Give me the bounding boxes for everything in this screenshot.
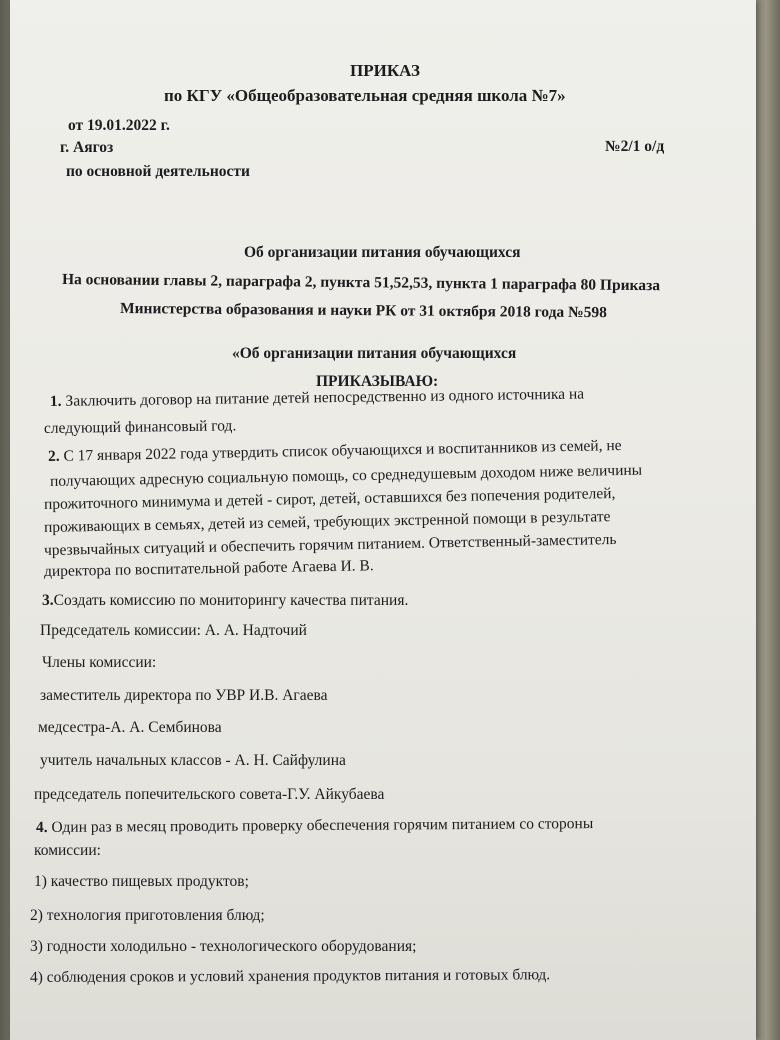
order-word: ПРИКАЗЫВАЮ: <box>316 373 439 390</box>
commission-member-4: председатель попечительского совета-Г.У. Айкубаева <box>34 786 385 803</box>
item-2-line-2: получающих адресную социальную помощь, со среднедушевым доходом ниже величины <box>49 461 643 490</box>
commission-chair: Председатель комиссии: А. А. Надточий <box>40 622 307 639</box>
document-page <box>10 0 756 1040</box>
order-category: по основной деятельности <box>66 163 250 180</box>
commission-member-1: заместитель директора по УВР И.В. Агаева <box>40 687 328 704</box>
basis-line-1: На основании главы 2, параграфа 2, пункта 51,52,53, пункта 1 параграфа 80 Приказа <box>61 271 661 295</box>
item-3-number: 3. <box>42 592 54 609</box>
item-2-line-1 <box>48 437 622 466</box>
item-2-line-4: проживающих в семьях, детей из семей, требующих экстренной помощи в результате <box>43 508 611 536</box>
item-3-line-1 <box>42 592 408 610</box>
basis-line-2: Министерства образования и науки РК от 31 октября 2018 года №598 <box>119 300 607 322</box>
item-4-line-2: комиссии: <box>34 842 101 859</box>
item-2-line-5: чрезвычайных ситуаций и обеспечить горячим питанием. Ответственный-заместитель <box>43 531 617 559</box>
item-3-text: Создать комиссию по мониторингу качества питания. <box>53 592 409 609</box>
commission-member-2: медсестра-А. А. Сембинова <box>38 719 222 736</box>
doc-title: ПРИКАЗ <box>350 61 420 80</box>
item-4-sub-4: 4) соблюдения сроков и условий хранения продуктов питания и готовых блюд. <box>29 966 551 986</box>
item-1-text: Заключить договор на питание детей непосредственно из одного источника на <box>61 385 585 410</box>
commission-member-3: учитель начальных классов - А. Н. Сайфулина <box>40 752 346 769</box>
item-1-number: 1. <box>49 392 62 410</box>
item-2-text: С 17 января 2022 года утвердить список обучающихся и воспитанников из семей, не <box>59 436 622 465</box>
order-number: №2/1 о/д <box>605 138 665 155</box>
item-4-sub-3: 3) годности холодильно - технологического оборудования; <box>30 938 417 955</box>
item-4-line-1 <box>36 815 593 837</box>
basis-line-3: «Об организации питания обучающихся <box>232 345 517 362</box>
item-1-line-1 <box>50 386 584 411</box>
city: г. Аягоз <box>60 139 114 156</box>
item-4-number: 4. <box>35 818 48 836</box>
org-name: по КГУ «Общеобразовательная средняя школа №7» <box>164 86 566 105</box>
item-4-sub-1: 1) качество пищевых продуктов; <box>34 873 249 890</box>
item-2-line-6: директора по воспитательной работе Агаева И. В. <box>43 557 374 580</box>
item-2-line-3: прожиточного минимума и детей - сирот, детей, оставшихся без попечения родителей, <box>43 485 616 513</box>
order-date: от 19.01.2022 г. <box>68 117 170 134</box>
item-2-number: 2. <box>47 447 60 465</box>
item-1-line-2: следующий финансовый год. <box>43 417 237 437</box>
subject-heading: Об организации питания обучающихся <box>244 244 521 261</box>
item-4-sub-2: 2) технология приготовления блюд; <box>30 907 265 924</box>
item-4-text: Один раз в месяц проводить проверку обеспечения горячим питанием со стороны <box>47 815 594 836</box>
commission-members-label: Члены комиссии: <box>42 654 157 671</box>
